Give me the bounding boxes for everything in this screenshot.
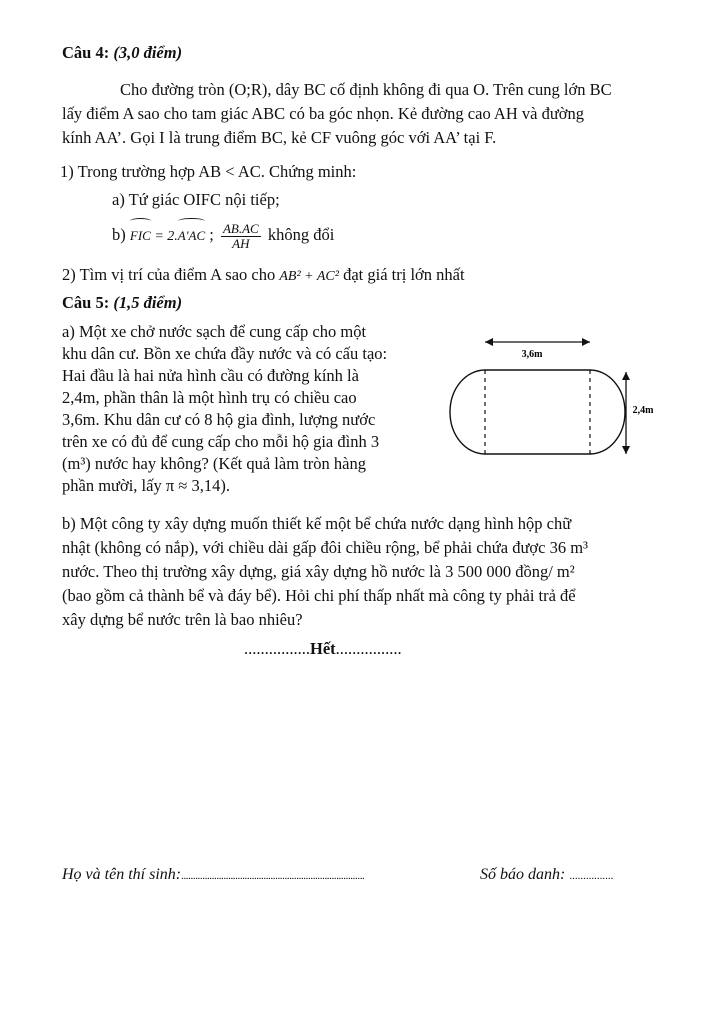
- question-5b-line: (bao gồm cả thành bể và đáy bể). Hỏi chi phí thấp nhất mà công ty phải trả để: [62, 586, 576, 605]
- height-label: 2,4m: [632, 405, 654, 416]
- question-5a-block: [62, 321, 432, 497]
- end-dots-right: ................: [335, 639, 402, 658]
- end-marker: [244, 638, 402, 660]
- length-arrow: [485, 338, 590, 346]
- height-arrow: [622, 372, 630, 454]
- question-4-part-1: 1) Trong trường hợp AB < AC. Chứng minh:: [60, 162, 357, 181]
- question-4-heading: [62, 42, 182, 64]
- water-tank-figure: [440, 330, 665, 470]
- arc-aac: A'AC: [178, 221, 205, 251]
- tank-outline: [450, 370, 625, 454]
- question-5b-block: [62, 512, 588, 632]
- question-5b-line: b) Một công ty xây dựng muốn thiết kế một bể chứa nước dạng hình hộp chữ: [62, 514, 572, 533]
- candidate-id-row: [480, 864, 613, 887]
- question-5-points: (1,5 điểm): [113, 293, 183, 312]
- part-1b-separator: ;: [205, 225, 218, 244]
- part-1b-equals: = 2.: [150, 229, 178, 244]
- end-dots-left: ................: [244, 639, 310, 658]
- fraction-ab-ac-over-ah: [221, 222, 261, 251]
- question-4-paragraph-line: lấy điểm A sao cho tam giác ABC có ba góc nhọn. Kẻ đường cao AH và đường: [62, 104, 584, 123]
- question-5a-line: Hai đầu là hai nửa hình cầu có đường kính là: [62, 366, 359, 385]
- candidate-name-blank: ..............................................................................: [181, 870, 365, 882]
- end-text: Hết: [310, 639, 336, 658]
- question-4-title: Câu 4:: [62, 43, 114, 62]
- candidate-id-label: Số báo danh:: [480, 866, 566, 883]
- question-5b-line: xây dựng bể nước trên là bao nhiêu?: [62, 610, 303, 629]
- question-4-part-1a: a) Tứ giác OIFC nội tiếp;: [112, 190, 280, 209]
- question-5a-line: 2,4m, phần thân là một hình trụ có chiều cao: [62, 388, 357, 407]
- question-5a-line: khu dân cư. Bồn xe chứa đầy nước và có cấu tạo:: [62, 344, 388, 363]
- fraction-numerator: AB.AC: [222, 220, 259, 236]
- part-1b-end: không đổi: [263, 225, 335, 244]
- question-5a-line: a) Một xe chở nước sạch để cung cấp cho một: [62, 322, 367, 341]
- candidate-name-row: [62, 864, 364, 887]
- part-2-math: AB² + AC²: [279, 269, 339, 284]
- length-label: 3,6m: [521, 349, 543, 360]
- question-4-paragraph-line: Cho đường tròn (O;R), dây BC cố định không đi qua O. Trên cung lớn BC: [120, 80, 612, 99]
- candidate-name-label: Họ và tên thí sinh:: [62, 866, 182, 883]
- question-4-part-2: [62, 264, 465, 288]
- question-4-paragraph-line: kính AA’. Gọi I là trung điểm BC, kẻ CF vuông góc với AA’ tại F.: [62, 128, 497, 147]
- part-1b-label: b): [112, 225, 130, 244]
- question-5a-line: trên xe có đủ để cung cấp cho mỗi hộ gia đình 3: [62, 432, 380, 451]
- question-4-part-1b: [112, 220, 334, 252]
- question-5-heading: [62, 292, 182, 314]
- part-2-text-b: đạt giá trị lớn nhất: [338, 265, 465, 284]
- part-2-text-a: 2) Tìm vị trí của điểm A sao cho: [62, 265, 280, 284]
- question-5b-line: nước. Theo thị trường xây dựng, giá xây dựng hồ nước là 3 500 000 đồng/ m²: [62, 562, 575, 581]
- arc-fic: FIC: [130, 221, 151, 251]
- question-5a-line: 3,6m. Khu dân cư có 8 hộ gia đình, lượng nước: [62, 410, 376, 429]
- question-5a-line: phần mười, lấy π ≈ 3,14).: [62, 476, 230, 495]
- question-5a-line: (m³) nước hay không? (Kết quả làm tròn hàng: [62, 454, 366, 473]
- fraction-denominator: AH: [232, 235, 250, 251]
- question-5b-line: nhật (không có nắp), với chiều dài gấp đôi chiều rộng, bể phải chứa được 36 m³: [62, 538, 588, 557]
- question-4-points: (3,0 điểm): [113, 43, 183, 62]
- candidate-id-blank: ................: [569, 870, 614, 882]
- question-5-title: Câu 5:: [62, 293, 114, 312]
